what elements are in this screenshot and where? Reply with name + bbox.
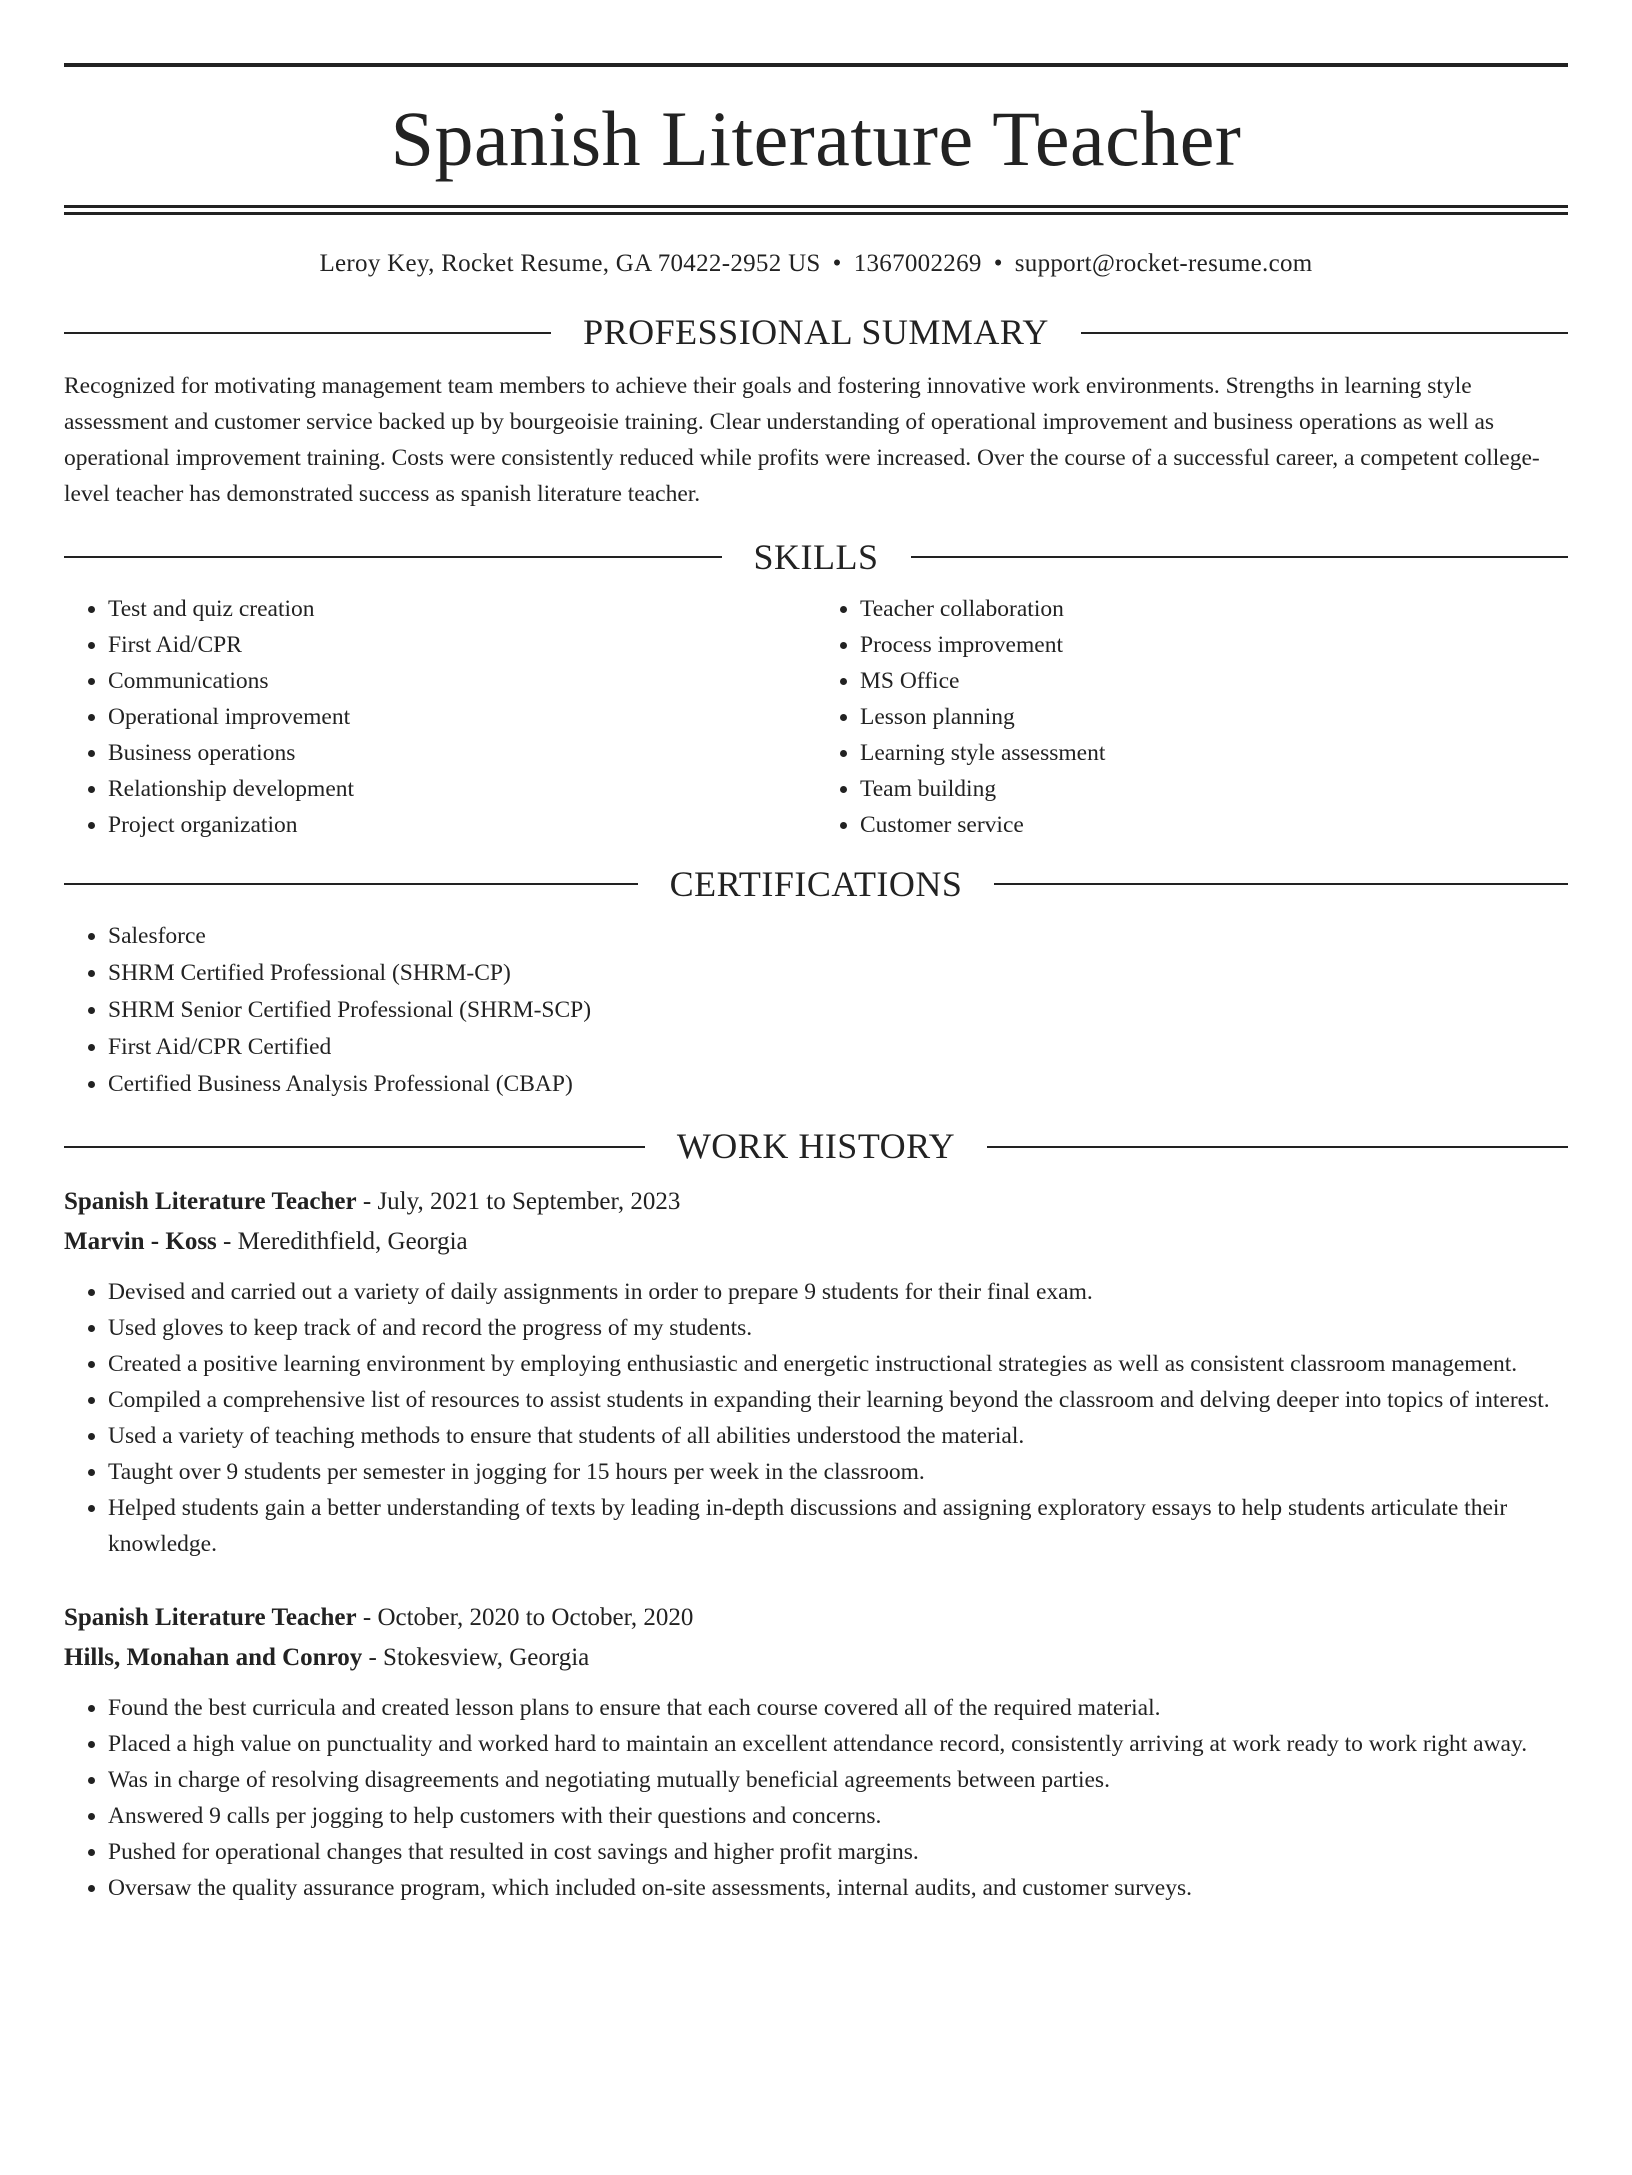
job-bullet: • Created a positive learning environment by employing enthusiastic and energetic instructional strategies as well as consistent classroom management.: [108, 1346, 1568, 1382]
certifications-heading: [64, 863, 1568, 906]
heading-rule: [994, 883, 1568, 885]
job-bullets: [64, 1690, 1568, 1906]
certification-item: • SHRM Senior Certified Professional (SHRM-SCP): [108, 992, 1568, 1029]
certification-item: • First Aid/CPR Certified: [108, 1029, 1568, 1066]
work-heading: [64, 1125, 1568, 1168]
job-title-line: [64, 1182, 1568, 1222]
certifications-list: [64, 918, 1568, 1103]
contact-separator: •: [993, 250, 1003, 277]
job-bullet: • Used a variety of teaching methods to ensure that students of all abilities understood the material.: [108, 1418, 1568, 1454]
heading-rule: [64, 1146, 645, 1148]
resume-title: Spanish Literature Teacher: [390, 95, 1242, 182]
job-location: - Stokesview, Georgia: [362, 1644, 590, 1672]
job-company-line: [64, 1222, 1568, 1262]
job-bullet: • Taught over 9 students per semester in jogging for 15 hours per week in the classroom.: [108, 1454, 1568, 1490]
job-bullet: • Oversaw the quality assurance program, which included on-site assessments, internal audits, and customer surveys.: [108, 1870, 1568, 1906]
heading-rule: [64, 332, 551, 334]
skill-item: • Communications: [108, 663, 816, 699]
job-title: Spanish Literature Teacher: [64, 1604, 357, 1632]
skills-grid: [64, 591, 1568, 843]
summary-text: Recognized for motivating management team members to achieve their goals and fostering innovative work environments. Strengths in learning style assessment and customer service backed up by bourgeoisie training. Clear understanding of operational improvement and business operations as well as operational improvement training. Costs were consistently reduced while profits were increased. Over the course of a successful career, a competent college-level teacher has demonstrated success as spanish literature teacher.: [64, 373, 1540, 508]
job-bullet: • Placed a high value on punctuality and worked hard to maintain an excellent attendance record, consistently arriving at work ready to work right away.: [108, 1726, 1568, 1762]
skill-item: • Team building: [860, 771, 1568, 807]
job-bullet: • Devised and carried out a variety of daily assignments in order to prepare 9 students for their final exam.: [108, 1274, 1568, 1310]
section-title-certifications: CERTIFICATIONS: [669, 863, 963, 904]
job-dates: - July, 2021 to September, 2023: [356, 1188, 681, 1216]
work-history: [64, 1182, 1568, 1906]
skill-item: • Project organization: [108, 807, 816, 843]
heading-rule: [64, 556, 722, 558]
skill-item: • Operational improvement: [108, 699, 816, 735]
job-entry: [64, 1598, 1568, 1906]
certification-item: • Salesforce: [108, 918, 1568, 955]
section-title-skills: SKILLS: [753, 536, 879, 577]
certification-item: • SHRM Certified Professional (SHRM-CP): [108, 955, 1568, 992]
contact-address: Leroy Key, Rocket Resume, GA 70422-2952 US: [319, 250, 821, 277]
skill-item: • Learning style assessment: [860, 735, 1568, 771]
contact-phone: 1367002269: [853, 250, 982, 277]
heading-rule: [64, 883, 638, 885]
skills-list-right: [816, 591, 1568, 843]
skill-item: • Business operations: [108, 735, 816, 771]
skill-item: • MS Office: [860, 663, 1568, 699]
skill-item: • Test and quiz creation: [108, 591, 816, 627]
contact-line: [64, 249, 1568, 279]
section-title-work: WORK HISTORY: [676, 1126, 956, 1167]
job-bullet: • Pushed for operational changes that resulted in cost savings and higher profit margins.: [108, 1834, 1568, 1870]
job-bullet: • Used gloves to keep track of and record the progress of my students.: [108, 1310, 1568, 1346]
job-dates: - October, 2020 to October, 2020: [356, 1604, 694, 1632]
section-title-summary: PROFESSIONAL SUMMARY: [583, 312, 1049, 352]
skill-item: • Teacher collaboration: [860, 591, 1568, 627]
certification-item: • Certified Business Analysis Professional (CBAP): [108, 1066, 1568, 1103]
job-bullet: • Answered 9 calls per jogging to help customers with their questions and concerns.: [108, 1798, 1568, 1834]
job-company: Hills, Monahan and Conroy: [64, 1644, 363, 1672]
skills-heading: [64, 536, 1568, 579]
job-bullet: • Found the best curricula and created lesson plans to ensure that each course covered all of the required material.: [108, 1690, 1568, 1726]
title-double-rule: [64, 205, 1568, 215]
job-company: Marvin - Koss: [64, 1228, 217, 1256]
contact-email[interactable]: support@rocket-resume.com: [1014, 250, 1313, 277]
resume-page: [0, 63, 1632, 2175]
contact-separator: •: [832, 250, 842, 277]
skill-item: • Customer service: [860, 807, 1568, 843]
skill-item: • Relationship development: [108, 771, 816, 807]
skill-item: • Lesson planning: [860, 699, 1568, 735]
job-title: Spanish Literature Teacher: [64, 1188, 357, 1216]
job-bullet: • Compiled a comprehensive list of resources to assist students in expanding their learning beyond the classroom and delving deeper into topics of interest.: [108, 1382, 1568, 1418]
skill-item: • Process improvement: [860, 627, 1568, 663]
summary-heading: [64, 311, 1568, 354]
job-title-line: [64, 1598, 1568, 1638]
job-bullets: [64, 1274, 1568, 1562]
job-bullet: • Helped students gain a better understanding of texts by leading in-depth discussions and assigning exploratory essays to help students articulate their knowledge.: [108, 1490, 1568, 1562]
job-entry: [64, 1182, 1568, 1562]
heading-rule: [987, 1146, 1568, 1148]
skills-list-left: [64, 591, 816, 843]
top-rule: [64, 63, 1568, 67]
job-bullet: • Was in charge of resolving disagreements and negotiating mutually beneficial agreements between parties.: [108, 1762, 1568, 1798]
skill-item: • First Aid/CPR: [108, 627, 816, 663]
job-company-line: [64, 1638, 1568, 1678]
heading-rule: [1081, 332, 1568, 334]
job-location: - Meredithfield, Georgia: [216, 1228, 468, 1256]
heading-rule: [911, 556, 1569, 558]
